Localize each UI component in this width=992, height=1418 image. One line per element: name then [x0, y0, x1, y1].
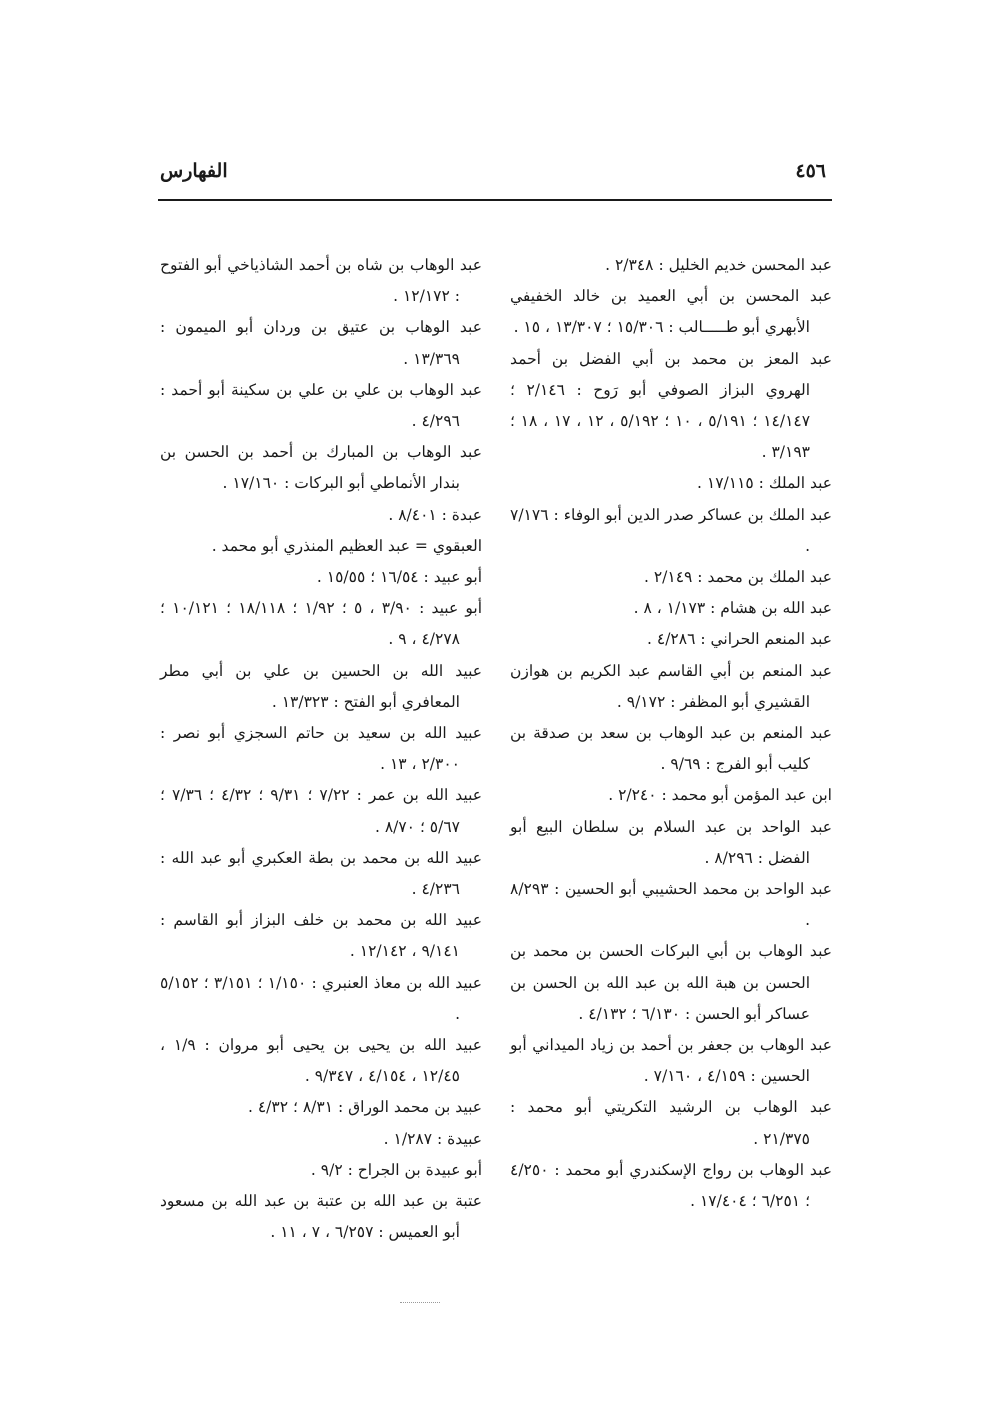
index-entry: عبد المحسن بن أبي العميد بن خالد الخفيفي الأبهري أبو طـــــالب : ١٥/٣٠٦ ؛ ١٣/٣٠٧ ، ١٥ .: [510, 287, 832, 337]
index-entry: عتبة بن عبد الله بن عتبة بن عبد الله بن مسعود أبو العميس : ٦/٢٥٧ ، ٧ ، ١١ .: [160, 1192, 482, 1242]
index-entry: أبو عبيدة بن الجراح : ٩/٢ .: [310, 1160, 482, 1179]
index-entry: عبد الوهاب بن أبي البركات الحسن بن محمد بن الحسن بن هبة الله بن عبد الله بن الحسن بن عساكر أبو الحسن : ٦/١٣٠ ؛ ٤/١٣٢ .: [510, 942, 832, 1023]
index-entry: أبو عبيد : ٣/٩٠ ، ٥ ؛ ١/٩٢ ؛ ١٨/١١٨ ؛ ١٠/١٢١ ؛ ٤/٢٧٨ ، ٩ .: [160, 599, 483, 649]
index-column-left: [160, 250, 482, 1249]
index-entry: أبو عبيد : ١٦/٥٤ ؛ ١٥/٥٥ .: [316, 568, 482, 587]
index-entry: عبيد الله بن معاذ العنبري : ١/١٥٠ ؛ ٣/١٥١ ؛ ٥/١٥٢ .: [160, 973, 483, 1023]
index-entry: عبد الوهاب بن الرشيد التكريتي أبو محمد : ٢١/٣٧٥ .: [510, 1098, 832, 1148]
page-number: ٤٥٦: [795, 160, 826, 182]
index-entry: عبد الوهاب بن علي بن علي بن سكينة أبو أحمد : ٤/٢٩٦ .: [160, 380, 482, 431]
running-title: الفهارس: [160, 160, 228, 182]
index-entry: عبيد الله بن عمر : ٧/٢٢ ؛ ٩/٣١ ؛ ٤/٣٢ ؛ ٧/٣٦ ؛ ٥/٦٧ ؛ ٨/٧٠ .: [160, 786, 482, 836]
index-entry: عبد الواحد بن محمد الحشيبي أبو الحسين : ٨/٢٩٣ .: [510, 880, 832, 930]
index-entry: عبيد الله بن يحيى بن يحيى أبو مروان : ١/٩ ، ١٢/٤٥ ، ٤/١٥٤ ، ٩/٣٤٧ .: [160, 1036, 482, 1086]
index-entry: عبد الملك : ١٧/١١٥ .: [697, 474, 832, 493]
index-entry: عبد المنعم بن أبي القاسم عبد الكريم بن هوازن القشيري أبو المظفر : ٩/١٧٢ .: [510, 661, 832, 711]
index-entry: عبد المحسن خديم الخليل : ٢/٣٤٨ .: [605, 256, 832, 274]
index-entry: عبد الوهاب بن رواج الإسكندري أبو محمد : ٤/٢٥٠ ؛ ٦/٢٥١ ؛ ١٧/٤٠٤ .: [510, 1160, 832, 1211]
index-entry: عبد الوهاب بن عتيق بن وردان أبو الميمون : ١٣/٣٦٩ .: [160, 318, 482, 368]
index-entry: عبد الواحد بن عبد السلام بن سلطان البيع أبو الفضل : ٨/٢٩٦ .: [510, 817, 832, 867]
index-entry: عبد الوهاب بن شاه بن أحمد الشاذياخي أبو الفتوح : ١٢/١٧٢ .: [160, 256, 482, 306]
index-entry: عبيد الله بن الحسين بن علي بن أبي مطر المعافري أبو الفتح : ١٣/٣٢٣ .: [160, 661, 482, 711]
index-entry: عبيدة : ١/٢٨٧ .: [383, 1129, 482, 1148]
header-rule: [158, 199, 832, 201]
index-entry: عبدة : ٨/٤٠١ .: [388, 505, 482, 524]
index-entry: عبد الله بن هشام : ١/١٧٣ ، ٨ .: [633, 599, 832, 618]
index-entry: عبيد الله بن سعيد بن حاتم السجزي أبو نصر : ٢/٣٠٠ ، ١٣ .: [160, 724, 482, 774]
index-entry: عبيد الله بن محمد بن خلف البزاز أبو القاسم : ٩/١٤١ ، ١٢/١٤٢ .: [160, 911, 482, 961]
index-entry: ابن عبد المؤمن أبو محمد : ٢/٢٤٠ .: [608, 786, 832, 805]
index-entry: عبد الوهاب بن المبارك بن أحمد بن الحسن بن بندار الأنماطي أبو البركات : ١٧/١٦٠ .: [160, 443, 482, 493]
index-entry: عبيد الله بن محمد بن بطة العكبري أبو عبد الله : ٤/٢٣٦ .: [160, 848, 482, 899]
index-entry: عبيد بن محمد الوراق : ٨/٣١ ؛ ٤/٣٢ .: [247, 1098, 482, 1117]
scan-mark: [400, 1302, 440, 1303]
index-entry: عبد الملك بن محمد : ٢/١٤٩ .: [643, 568, 832, 587]
index-entry: عبد المعز بن محمد بن أبي الفضل بن أحمد الهروي البزاز الصوفي أبو رَوح : ٢/١٤٦ ؛ ١٤/١٤٧ ؛ ٥/١٩١ ، ١٠ ؛ ٥/١٩٢ ، ١٢ ، ١٧ ، ١٨ ؛ ٣/١٩٣ .: [510, 349, 832, 462]
index-entry: العبقوي = عبد العظيم المنذري أبو محمد .: [211, 536, 482, 555]
index-entry: عبد المنعم بن عبد الوهاب بن سعد بن صدقة بن كليب أبو الفرج : ٩/٦٩ .: [510, 724, 832, 774]
index-entry: عبد الملك بن عساكر صدر الدين أبو الوفاء : ٧/١٧٦ .: [510, 505, 832, 555]
index-entry: عبد المنعم الحراني : ٤/٢٨٦ .: [647, 630, 832, 649]
index-column-right: [510, 250, 832, 1217]
index-entry: عبد الوهاب بن جعفر بن أحمد بن زياد الميداني أبو الحسين : ٤/١٥٩ ، ٧/١٦٠ .: [510, 1036, 832, 1086]
